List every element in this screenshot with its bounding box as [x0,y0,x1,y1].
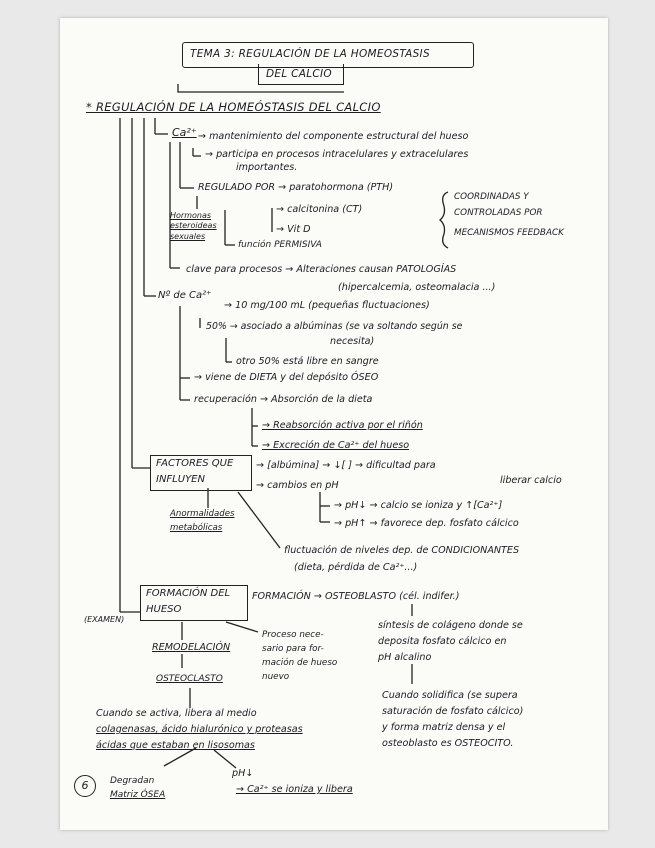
count-label: Nº de Ca²⁺ [158,290,212,301]
bone-synthesis-1: síntesis de colágeno donde se [378,620,523,631]
ca-function-1: → mantenimiento del componente estructural del hueso [198,131,469,142]
factors-albumin-1: → [albúmina] → ↓[ ] → dificultad para [256,460,436,471]
bone-synthesis-3: pH alcalino [378,652,432,663]
bone-label-2: HUESO [146,604,182,615]
factors-label-1: FACTORES QUE [156,458,234,469]
ca-coord-2: CONTROLADAS POR [454,208,543,218]
ca-label: Ca²⁺ [172,126,197,139]
factors-anomalies-2: metabólicas [170,523,223,533]
bone-solid-3: y forma matriz densa y el [382,722,506,733]
ca-calcitonin: → calcitonina (CT) [276,204,363,215]
ca-function-permisive: función PERMISIVA [238,240,322,250]
count-diet: → viene de DIETA y del depósito ÓSEO [194,372,379,383]
factors-fluct-1: fluctuación de niveles dep. de CONDICIONANTES [284,545,520,556]
ca-function-2a: → participa en procesos intracelulares y extracelulares [205,149,469,160]
count-50-b: necesita) [330,336,375,347]
bone-osteoclast: OSTEOCLASTO [156,674,223,684]
bone-process-3: mación de hueso [262,658,338,668]
count-excretion: → Excreción de Ca²⁺ del hueso [262,440,410,451]
bone-exam: (EXAMEN) [84,615,125,624]
title-line-1: TEMA 3: REGULACIÓN DE LA HOMEOSTASIS [190,48,430,60]
ca-regulated: REGULADO POR → paratohormona (PTH) [198,182,394,193]
ca-key-1: clave para procesos → Alteraciones causan PATOLOGÍAS [186,264,457,275]
count-recovery: recuperación → Absorción de la dieta [194,394,373,405]
bone-degrade-2: Matriz ÓSEA [110,790,166,800]
bone-ph-down: pH↓ [232,768,254,779]
bone-activate-1: Cuando se activa, libera al medio [96,708,257,719]
bone-remodel: REMODELACIÓN [152,642,231,653]
factors-ph: → cambios en pH [256,480,339,491]
factors-ph-up: → pH↑ → favorece dep. fosfato cálcico [334,518,519,529]
bone-activate-2: colagenasas, ácido hialurónico y proteasas [96,724,303,735]
factors-anomalies-1: Anormalidades [170,509,235,519]
bone-process-2: sario para for- [262,644,324,654]
factors-ph-down: → pH↓ → calcio se ioniza y ↑[Ca²⁺] [334,500,503,511]
bone-solid-4: osteoblasto es OSTEOCITO. [382,738,514,749]
ca-key-2: (hipercalcemia, osteomalacia ...) [338,282,496,293]
ca-function-2b: importantes. [236,162,298,173]
ca-hormones: Hormonas esteroideas sexuales [170,211,217,241]
bone-synthesis-2: deposita fosfato cálcico en [378,636,507,647]
bone-process-4: nuevo [262,672,290,682]
bone-label-1: FORMACIÓN DEL [146,588,231,599]
page-number: 6 [74,775,96,797]
title-line-2: DEL CALCIO [266,68,332,80]
count-reabsorption: → Reabsorción activa por el riñón [262,420,423,431]
factors-label-2: INFLUYEN [156,474,205,485]
bone-solid-1: Cuando solidifica (se supera [382,690,518,701]
ca-vitd: → Vit D [276,224,311,235]
bone-degrade-1: Degradan [110,776,155,786]
bone-activate-3: ácidas que estaban en lisosomas [96,740,255,751]
bone-formation: FORMACIÓN → OSTEOBLASTO (cél. indifer.) [252,591,460,602]
main-heading: * REGULACIÓN DE LA HOMEÓSTASIS DEL CALCIO [86,100,381,114]
factors-albumin-2: liberar calcio [500,475,562,486]
count-value: → 10 mg/100 mL (pequeñas fluctuaciones) [224,300,430,311]
factors-fluct-2: (dieta, pérdida de Ca²⁺...) [294,562,418,573]
bone-process-1: Proceso nece- [262,630,324,640]
bone-ionize: → Ca²⁺ se ioniza y libera [236,784,353,795]
ca-coord-1: COORDINADAS Y [454,192,529,202]
ca-coord-3: MECANISMOS FEEDBACK [454,228,564,238]
count-50-c: otro 50% está libre en sangre [236,356,379,367]
count-50-a: 50% → asociado a albúminas (se va soltando según se [206,321,463,332]
bone-solid-2: saturación de fosfato cálcico) [382,706,524,717]
